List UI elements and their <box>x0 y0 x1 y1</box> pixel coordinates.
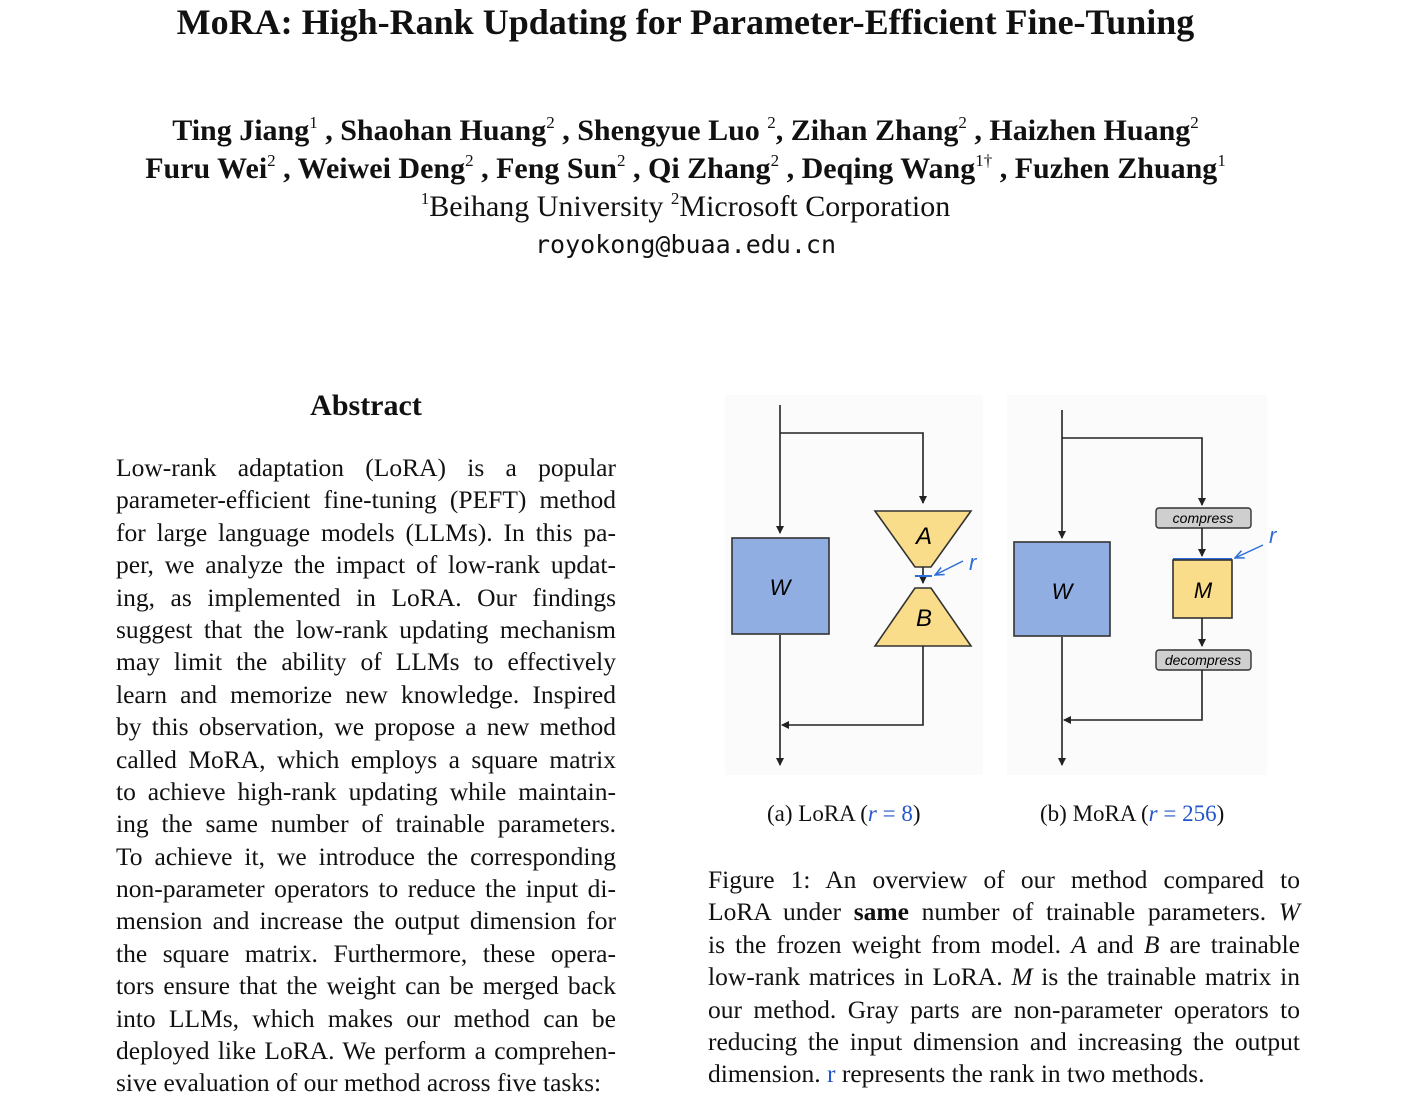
affiliation-microsoft: Microsoft Corporation <box>679 190 951 223</box>
caption-text: are trainable <box>1159 929 1300 959</box>
mora-w-label: W <box>1051 579 1073 604</box>
affiliation-marker-1: 1 <box>420 189 430 208</box>
caption-line: our method. Gray parts are non-parameter operators to <box>708 994 1300 1024</box>
caption-line <box>708 929 1300 961</box>
caption-emphasis: same <box>853 897 909 927</box>
author-name: Shengyue Luo <box>577 114 768 147</box>
author-affiliation-marker: 2 <box>958 113 967 132</box>
author-name: Fuzhen Zhuang <box>1014 152 1218 185</box>
abstract-line: sive evaluation of our method across five tasks: <box>116 1068 602 1098</box>
affiliations <box>0 188 1371 226</box>
author-separator: , <box>779 152 802 185</box>
author-name: Deqing Wang <box>801 152 976 185</box>
figure-caption <box>708 864 1300 1091</box>
subcaption-a-value: 8 <box>901 801 913 826</box>
abstract-line: by this observation, we propose a new method <box>116 712 616 742</box>
author-affiliation-marker: 2 <box>767 113 776 132</box>
abstract-line: into LLMs, which makes our method can be <box>116 1003 616 1033</box>
author-separator: , <box>625 152 648 185</box>
affiliation-beihang: Beihang University <box>429 190 671 223</box>
subcaption-a-var: r <box>867 801 877 826</box>
lora-w-label: W <box>769 575 791 600</box>
caption-text: and <box>1086 929 1144 959</box>
author-name: Zihan Zhang <box>790 114 959 147</box>
author-affiliation-marker: 2 <box>546 113 555 132</box>
abstract-line: ing, as implemented in LoRA. Our findings <box>116 582 616 612</box>
abstract-line: Low-rank adaptation (LoRA) is a popular <box>116 453 616 482</box>
caption-line <box>708 1058 1300 1090</box>
abstract-line: ing the same number of trainable parameters. <box>116 809 616 839</box>
caption-text: dimension. <box>708 1059 827 1089</box>
author-affiliation-marker: 2 <box>1190 113 1199 132</box>
caption-math-b: B <box>1143 929 1160 959</box>
affiliation-marker-2: 2 <box>670 189 680 208</box>
contact-email[interactable]: royokong@buaa.edu.cn <box>534 230 837 259</box>
abstract-line: deployed like LoRA. We perform a comprehen- <box>116 1036 616 1066</box>
caption-math-a: A <box>1071 929 1087 959</box>
lora-rank-label: r <box>969 550 977 575</box>
author-separator: , <box>317 114 341 147</box>
authors-line-2 <box>0 150 1371 188</box>
author-affiliation-marker: 2 <box>267 151 276 170</box>
caption-line: reducing the input dimension and increasing the output <box>708 1026 1300 1056</box>
author-affiliation-marker: 1 <box>1217 151 1226 170</box>
subcaption-b-eq: = <box>1157 801 1183 826</box>
caption-rank-r: r <box>827 1059 836 1089</box>
caption-math-m: M <box>1011 962 1033 992</box>
abstract-line: for large language models (LLMs). In this pa- <box>116 517 616 547</box>
author-separator: , <box>966 114 990 147</box>
decompress-label: decompress <box>1164 652 1242 668</box>
author-affiliation-marker: 2 <box>465 151 474 170</box>
author-separator: , <box>775 114 791 147</box>
author-affiliation-marker: 1† <box>975 151 993 170</box>
subcaption-b <box>1040 800 1224 828</box>
abstract-heading: Abstract <box>310 389 422 422</box>
author-separator: , <box>275 152 298 185</box>
author-name: Shaohan Huang <box>340 114 547 147</box>
author-name: Feng Sun <box>496 152 617 185</box>
author-affiliation-marker: 1 <box>309 113 318 132</box>
subcaption-a-suffix: ) <box>912 801 921 826</box>
caption-text: low-rank matrices in LoRA. <box>708 962 1012 992</box>
subcaption-a <box>767 800 921 828</box>
author-name: Weiwei Deng <box>297 152 466 185</box>
subcaption-b-prefix: (b) MoRA ( <box>1040 801 1149 826</box>
authors-line-1 <box>0 112 1371 150</box>
author-affiliation-marker: 2 <box>770 151 780 170</box>
caption-line: Figure 1: An overview of our method compared to <box>708 865 1300 894</box>
caption-line <box>708 896 1300 928</box>
caption-math-w: W <box>1278 897 1300 927</box>
lora-b-label: B <box>915 605 933 632</box>
author-separator: , <box>992 152 1015 185</box>
abstract-line: called MoRA, which employs a square matrix <box>116 744 616 774</box>
abstract-line: tors ensure that the weight can be merged back <box>116 971 616 1001</box>
author-affiliation-marker: 2 <box>617 151 626 170</box>
author-name: Qi Zhang <box>648 152 771 185</box>
abstract-body <box>116 452 616 1100</box>
caption-text: LoRA under <box>708 897 854 927</box>
abstract-line: non-parameter operators to reduce the input di- <box>116 874 616 904</box>
author-name: Ting Jiang <box>172 114 310 147</box>
author-separator: , <box>554 114 578 147</box>
abstract-line: learn and memorize new knowledge. Inspired <box>116 679 616 709</box>
caption-text: is the trainable matrix in <box>1032 962 1301 992</box>
author-name: Furu Wei <box>145 152 268 185</box>
author-separator: , <box>473 152 497 185</box>
mora-m-label: M <box>1193 578 1213 603</box>
abstract-line: parameter-efficient fine-tuning (PEFT) method <box>116 485 616 515</box>
abstract-line: To achieve it, we introduce the corresponding <box>116 841 616 871</box>
author-name: Haizhen Huang <box>989 114 1191 147</box>
subcaption-b-var: r <box>1148 801 1158 826</box>
compress-label: compress <box>1172 510 1234 526</box>
lora-a-label: A <box>915 523 933 550</box>
abstract-line: the square matrix. Furthermore, these opera- <box>116 938 616 968</box>
abstract-line: may limit the ability of LLMs to effectively <box>116 647 616 677</box>
abstract-line: mension and increase the output dimension for <box>116 906 616 936</box>
mora-rank-label: r <box>1269 523 1277 548</box>
caption-line <box>708 961 1300 993</box>
subcaption-b-value: 256 <box>1182 801 1217 826</box>
caption-text: represents the rank in two methods. <box>835 1059 1205 1089</box>
subcaption-a-prefix: (a) LoRA ( <box>767 801 868 826</box>
overview-figure <box>725 395 1305 775</box>
abstract-line: per, we analyze the impact of low-rank updat- <box>116 550 616 580</box>
subcaption-b-suffix: ) <box>1216 801 1225 826</box>
abstract-line: to achieve high-rank updating while maintain- <box>116 776 616 806</box>
caption-text: number of trainable parameters. <box>908 897 1279 927</box>
caption-text: is the frozen weight from model. <box>708 929 1072 959</box>
paper-title: MoRA: High-Rank Updating for Parameter-Efficient Fine-Tuning <box>176 2 1195 42</box>
subcaption-a-eq: = <box>876 801 902 826</box>
abstract-line: suggest that the low-rank updating mechanism <box>116 614 616 644</box>
